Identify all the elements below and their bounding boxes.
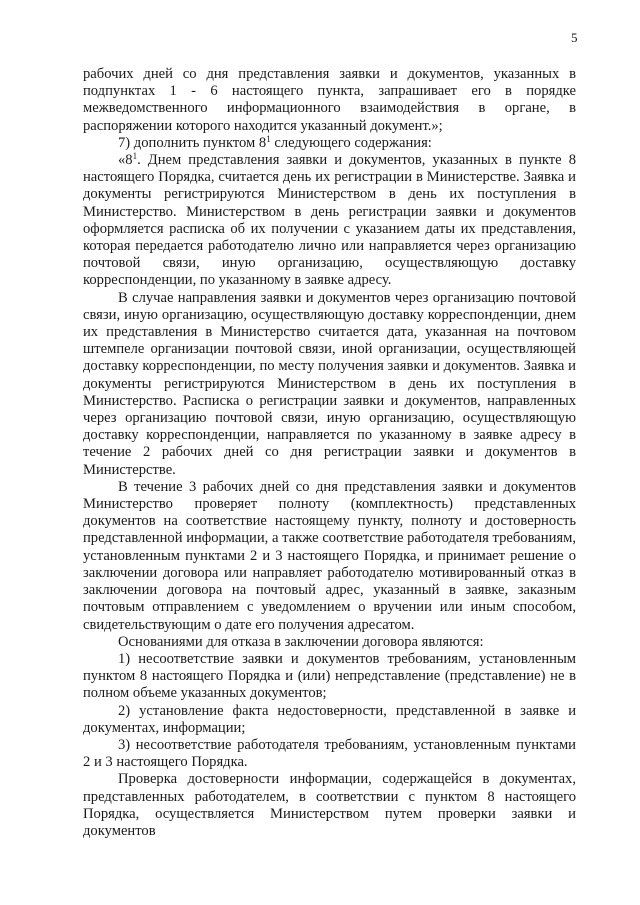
list-item-ground-2: 2) установление факта недостоверности, представленной в заявке и документах, информации; bbox=[83, 702, 576, 736]
paragraph-amendment-7 bbox=[83, 135, 576, 152]
superscript-mark: 1 bbox=[266, 133, 271, 144]
page-number: 5 bbox=[571, 30, 578, 45]
paragraph-text-start: «8 bbox=[118, 152, 133, 169]
paragraph-text-end: . Днем представления заявки и документов, указанных в пункте 8 настоящего Порядка, считается день их регистрации в Министерстве. Заявка и документы регистрируются Министерством в день их поступления в Министерство. Министерством в день регистрации заявки и документов оформляется расписка об их получении с указанием даты их представления, которая передается работодателю лично или направляется через организацию почтовой связи, иную организацию, осуществляющую доставку корреспонденции, по указанному в заявке адресу. bbox=[83, 152, 576, 289]
list-item-ground-3: 3) несоответствие работодателя требованиям, установленным пунктами 2 и 3 настоящего Порядка. bbox=[83, 736, 576, 771]
paragraph-clause-8-1 bbox=[83, 152, 576, 290]
paragraph-verification: Проверка достоверности информации, содержащейся в документах, представленных работодателем, в соответствии с пунктом 8 настоящего Порядка, осуществляется Министерством путем проверки заявки и документов bbox=[83, 771, 576, 839]
paragraph-refusal-grounds: Основаниями для отказа в заключении договора являются: bbox=[118, 633, 484, 650]
paragraph-postal-delivery: В случае направления заявки и документов через организацию почтовой связи, иную организацию, осуществляющую доставку корреспонденции, днем их представления в Министерство считается дата, указанная на почтовом штемпеле организации почтовой связи, иной организации, осуществляющей доставку корреспонденции, по месту получения заявки и документов. Заявка и документы регистрируются Министерством в день их поступления в Министерство. Расписка о регистрации заявки и документов, направленных через организацию почтовой связи, иную организацию, осуществляющую доставку корреспонденции, направляется по указанному в заявке адресу в течение 2 рабочих дней со дня регистрации заявки и документов в Министерстве. bbox=[83, 289, 576, 478]
superscript-mark: 1 bbox=[132, 151, 138, 162]
paragraph-text-start: 7) дополнить пунктом 8 bbox=[118, 134, 267, 151]
list-item-ground-1: 1) несоответствие заявки и документов требованиям, установленным пунктом 8 настоящего Порядка и (или) непредставление (представление) не в полном объеме указанных документов; bbox=[83, 650, 576, 702]
paragraph-review-period: В течение 3 рабочих дней со дня представления заявки и документов Министерство проверяет полноту (комплектность) представленных документов на соответствие настоящему пункту, полноту и достоверность представленной информации, а также соответствие работодателя требованиям, установленным пунктами 2 и 3 настоящего Порядка, и принимает решение о заключении договора или направляет работодателю мотивированный отказ в заключении договора на почтовый адрес, указанный в заявке, заказным почтовым отправлением с уведомлением о вручении или иным способом, свидетельствующим о дате его получения адресатом. bbox=[83, 478, 576, 633]
paragraph-text-end: следующего содержания: bbox=[270, 134, 432, 151]
paragraph-continuation: рабочих дней со дня представления заявки и документов, указанных в подпунктах 1 - 6 настоящего пункта, запрашивает его в порядке межведомственного информационного взаимодействия в органе, в распоряжении которого находится указанный документ.»; bbox=[83, 66, 576, 134]
document-body bbox=[83, 66, 576, 840]
